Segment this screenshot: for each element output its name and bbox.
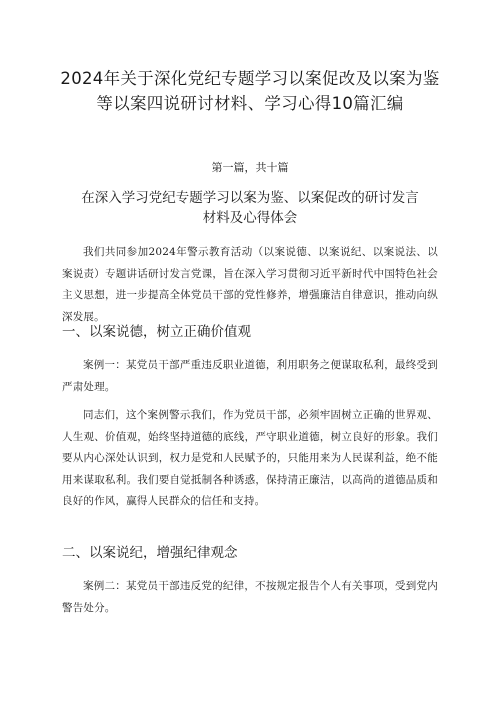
speech-title-line2: 材料及心得体会 — [202, 210, 298, 226]
document-title-line2: 等以案四说研讨材料、学习心得10篇汇编 — [96, 94, 404, 113]
intro-paragraph: 我们共同参加2024年警示教育活动（以案说德、以案说纪、以案说法、以案说责）专题讲话研讨发言党课，旨在深入学习贯彻习近平新时代中国特色社会主义思想，进一步提高全体党员干部的党性修养，增强廉洁自律意识，推动向纵深发展。 — [62, 246, 438, 323]
reflection1-paragraph: 同志们，这个案例警示我们，作为党员干部，必须牢固树立正确的世界观、人生观、价值观，始终坚持道德的底线，严守职业道德，树立良好的形象。我们要从内心深处认识到，权力是党和人民赋予的，只能用来为人民谋利益，绝不能用来谋取私利。我们要自觉抵制各种诱惑，保持清正廉洁，以高尚的道德品质和良好的作风，赢得人民群众的信任和支持。 — [62, 409, 438, 507]
document-title — [30, 66, 470, 116]
case1-paragraph: 案例一：某党员干部严重违反职业道德，利用职务之便谋取私利，最终受到严肃处理。 — [62, 359, 438, 393]
speech-title-line1: 在深入学习党纪专题学习以案为鉴、以案促改的研讨发言 — [81, 190, 419, 206]
speech-title — [40, 188, 460, 228]
section2-heading: 二、以案说纪，增强纪律观念 — [62, 545, 238, 561]
document-title-line1: 2024年关于深化党纪专题学习以案促改及以案为鉴 — [60, 69, 440, 88]
chapter-label: 第一篇，共十篇 — [211, 161, 289, 174]
section1-heading: 一、以案说德，树立正确价值观 — [62, 324, 251, 340]
case2-paragraph: 案例二：某党员干部违反党的纪律，不按规定报告个人有关事项，受到党内警告处分。 — [62, 580, 438, 614]
